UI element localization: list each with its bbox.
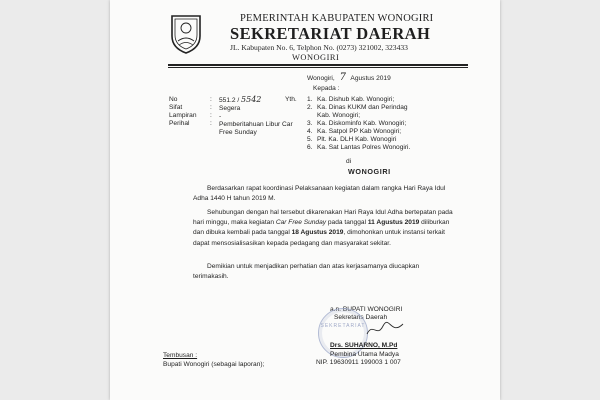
meta-value-perihal-cont: Free Sunday	[219, 129, 257, 136]
kepada-label: Kepada :	[313, 85, 340, 92]
meta-label-no: No	[169, 96, 178, 103]
meta-colon: :	[210, 120, 212, 127]
destination-city: WONOGIRI	[348, 167, 391, 176]
body-paragraph-3: Demikian untuk menjadikan perhatian dan atas kerjasamanya diucapkan terimakasih.	[193, 263, 420, 281]
date-day: 7	[339, 72, 346, 83]
meta-value-sifat: Segera	[219, 105, 241, 112]
tembusan-item: Bupati Wonogiri (sebagai laporan);	[163, 361, 265, 368]
meta-colon: :	[210, 96, 212, 103]
letterhead-office: SEKRETARIAT DAERAH	[230, 24, 431, 43]
meta-label-sifat: Sifat	[169, 104, 183, 111]
recipient-list	[307, 96, 410, 152]
meta-value-lampiran: -	[219, 113, 222, 120]
signature-authority: a.n. BUPATI WONOGIRI	[330, 306, 403, 313]
signatory-nip: NIP. 19630911 199003 1 007	[316, 359, 401, 366]
yth-label: Yth.	[285, 96, 297, 103]
list-item: Kab. Wonogiri;	[317, 112, 361, 119]
list-item: 5. Plt. Ka. DLH Kab. Wonogiri	[307, 136, 397, 143]
meta-labels	[169, 96, 224, 128]
meta-value-no: 551.2 /	[219, 97, 240, 104]
signatory-rank: Pembina Utama Madya	[330, 351, 399, 358]
date-month-year: Agustus 2019	[350, 75, 391, 82]
list-item: 4. Ka. Satpol PP Kab Wonogiri;	[307, 128, 402, 135]
body-paragraph-2: Sehubungan dengan hal tersebut dikarenakan Hari Raya Idul Adha bertepatan pada hari minggu, maka kegiatan Car Free Sunday pada tanggal 11 Agustus 2019 diliburkan dan dibuka kembali pada tanggal 18 Agustus 2019, dimohonkan untuk instansi terkait dapat mensosialisasikan kepada pedagang dan masyarakat sekitar.	[193, 209, 453, 247]
regency-emblem-icon	[168, 14, 204, 54]
letter-date	[307, 74, 391, 83]
reopen-date: 18 Agustus 2019	[291, 229, 344, 237]
list-item: 1. Ka. Dishub Kab. Wonogiri;	[307, 96, 395, 103]
signature-title: Sekretaris Daerah	[334, 314, 388, 321]
letterhead-rule-thin	[168, 67, 468, 68]
meta-values	[219, 96, 293, 137]
meta-label-lampiran: Lampiran	[169, 112, 197, 119]
tembusan-title: Tembusan :	[163, 352, 198, 359]
meta-no	[219, 96, 293, 105]
list-item: 3. Ka. Diskominfo Kab. Wonogiri;	[307, 120, 407, 127]
letterhead-government: PEMERINTAH KABUPATEN WONOGIRI	[240, 13, 434, 24]
letterhead-address: JL. Kabupaten No. 6, Telphon No. (0273) 321002, 323433	[230, 43, 408, 52]
meta-colon: :	[210, 112, 212, 119]
letterhead-rule-thick	[168, 64, 468, 66]
letterhead-city: WONOGIRI	[292, 53, 340, 62]
list-item: 6. Ka. Sat Lantas Polres Wonogiri.	[307, 144, 411, 151]
meta-handwritten-number: 5542	[241, 95, 262, 104]
di-label: di	[346, 158, 352, 165]
signature-scribble-icon	[365, 318, 405, 340]
date-city: Wonogiri,	[307, 75, 335, 82]
meta-colons	[210, 96, 212, 128]
signatory-name: Drs. SUHARNO, M.Pd	[330, 342, 398, 349]
closed-date: 11 Agustus 2019	[367, 219, 420, 227]
meta-label-perihal: Perihal	[169, 120, 190, 127]
meta-value-perihal: Pemberitahuan Libur Car	[219, 121, 293, 128]
meta-colon: :	[210, 104, 212, 111]
official-stamp: SEKRETARIAT	[318, 308, 368, 358]
body-paragraph-1: Berdasarkan rapat koordinasi Pelaksanaan kegiatan dalam rangka Hari Raya Idul Adha 1440 H tahun 2019 M.	[193, 185, 446, 203]
list-item: 2. Ka. Dinas KUKM dan Perindag	[307, 104, 408, 111]
event-name: Car Free Sunday	[275, 219, 327, 227]
